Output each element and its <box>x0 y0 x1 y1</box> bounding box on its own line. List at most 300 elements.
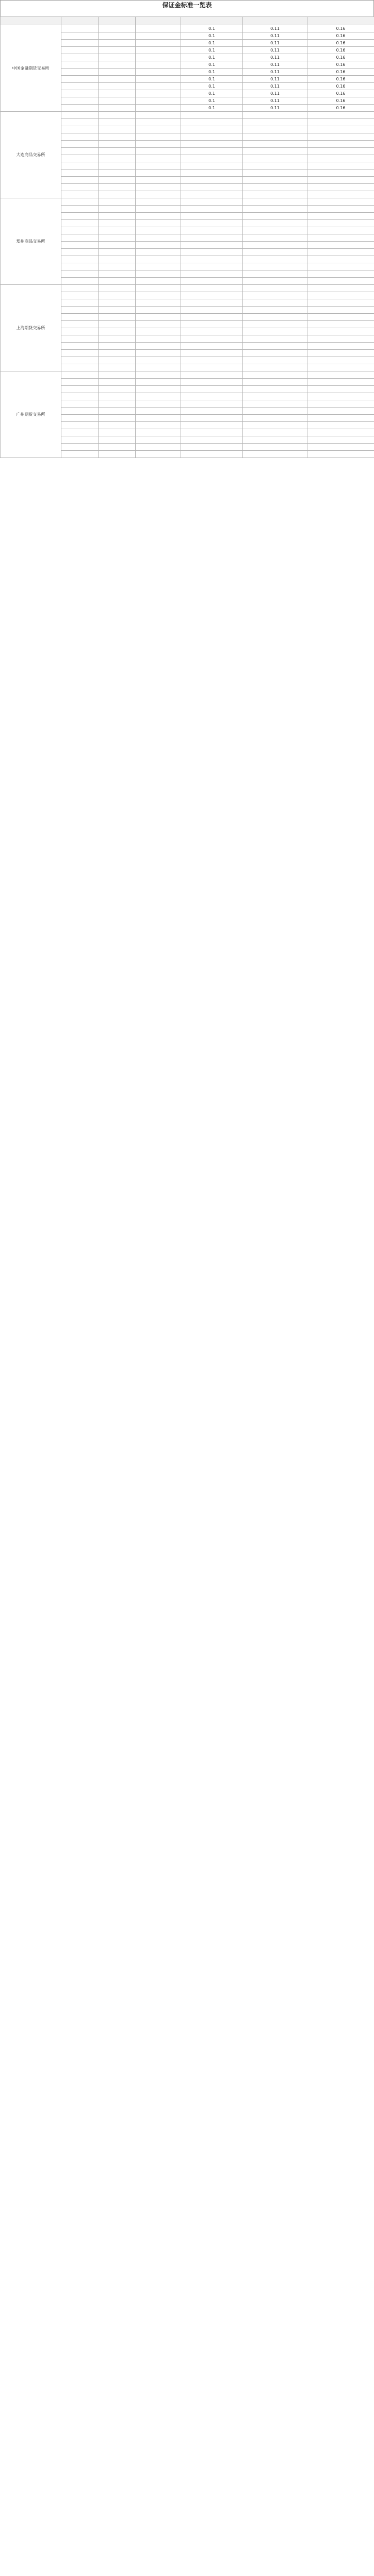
exchange-name-cell: 广州期货交易所 <box>1 371 61 458</box>
contract-cell <box>99 285 136 292</box>
variety-cell <box>61 299 99 307</box>
rate-3-cell <box>307 256 374 263</box>
rate-1-cell <box>181 386 243 393</box>
variety-cell <box>61 379 99 386</box>
rate-3-cell <box>307 119 374 126</box>
rate-1-cell <box>181 263 243 270</box>
price-cell <box>136 177 181 184</box>
variety-cell <box>61 321 99 328</box>
rate-1-cell <box>181 278 243 285</box>
rate-1-cell: 0.1 <box>181 25 243 32</box>
contract-cell <box>99 83 136 90</box>
variety-cell <box>61 242 99 249</box>
variety-cell <box>61 415 99 422</box>
variety-cell <box>61 40 99 47</box>
rate-3-cell <box>307 436 374 444</box>
price-cell <box>136 47 181 54</box>
margin-table <box>0 16 374 458</box>
variety-cell <box>61 263 99 270</box>
contract-cell <box>99 191 136 198</box>
variety-cell <box>61 191 99 198</box>
price-cell <box>136 206 181 213</box>
rate-3-cell <box>307 112 374 119</box>
rate-3-cell <box>307 292 374 299</box>
table-row <box>1 198 374 206</box>
price-cell <box>136 170 181 177</box>
rate-1-cell <box>181 148 243 155</box>
contract-cell <box>99 213 136 220</box>
rate-1-cell <box>181 371 243 379</box>
price-cell <box>136 292 181 299</box>
rate-3-cell <box>307 357 374 364</box>
contract-cell <box>99 227 136 234</box>
contract-cell <box>99 263 136 270</box>
contract-cell <box>99 371 136 379</box>
variety-cell <box>61 249 99 256</box>
price-cell <box>136 335 181 343</box>
contract-cell <box>99 350 136 357</box>
rate-2-cell <box>243 148 307 155</box>
variety-cell <box>61 155 99 162</box>
rate-3-cell <box>307 299 374 307</box>
contract-cell <box>99 364 136 371</box>
rate-1-cell <box>181 357 243 364</box>
variety-cell <box>61 83 99 90</box>
rate-1-cell: 0.1 <box>181 40 243 47</box>
variety-cell <box>61 162 99 170</box>
variety-cell <box>61 90 99 97</box>
contract-cell <box>99 170 136 177</box>
price-cell <box>136 386 181 393</box>
contract-cell <box>99 314 136 321</box>
rate-1-cell: 0.1 <box>181 105 243 112</box>
rate-2-cell <box>243 242 307 249</box>
variety-cell <box>61 54 99 61</box>
price-cell <box>136 119 181 126</box>
rate-3-cell: 0.16 <box>307 40 374 47</box>
rate-2-cell <box>243 357 307 364</box>
rate-2-cell <box>243 386 307 393</box>
rate-1-cell <box>181 429 243 436</box>
price-cell <box>136 126 181 133</box>
contract-cell <box>99 429 136 436</box>
rate-2-cell <box>243 249 307 256</box>
rate-3-cell <box>307 393 374 400</box>
rate-1-cell: 0.1 <box>181 76 243 83</box>
rate-1-cell <box>181 242 243 249</box>
variety-cell <box>61 307 99 314</box>
rate-3-cell <box>307 371 374 379</box>
rate-3-cell <box>307 364 374 371</box>
rate-1-cell <box>181 206 243 213</box>
variety-cell <box>61 357 99 364</box>
price-cell <box>136 54 181 61</box>
price-cell <box>136 278 181 285</box>
column-header-price <box>136 17 181 25</box>
rate-1-cell <box>181 436 243 444</box>
rate-2-cell <box>243 155 307 162</box>
variety-cell <box>61 198 99 206</box>
contract-cell <box>99 105 136 112</box>
contract-cell <box>99 436 136 444</box>
price-cell <box>136 436 181 444</box>
rate-2-cell <box>243 170 307 177</box>
price-cell <box>136 61 181 69</box>
rate-2-cell <box>243 415 307 422</box>
rate-2-cell <box>243 408 307 415</box>
rate-1-cell <box>181 422 243 429</box>
rate-1-cell <box>181 133 243 141</box>
price-cell <box>136 422 181 429</box>
price-cell <box>136 213 181 220</box>
table-row <box>1 112 374 119</box>
contract-cell <box>99 25 136 32</box>
price-cell <box>136 148 181 155</box>
variety-cell <box>61 350 99 357</box>
variety-cell <box>61 133 99 141</box>
contract-cell <box>99 292 136 299</box>
price-cell <box>136 133 181 141</box>
rate-2-cell <box>243 141 307 148</box>
rate-2-cell <box>243 307 307 314</box>
rate-3-cell <box>307 408 374 415</box>
rate-3-cell <box>307 422 374 429</box>
variety-cell <box>61 213 99 220</box>
rate-1-cell <box>181 343 243 350</box>
contract-cell <box>99 40 136 47</box>
rate-2-cell <box>243 350 307 357</box>
contract-cell <box>99 61 136 69</box>
rate-2-cell <box>243 206 307 213</box>
rate-3-cell <box>307 184 374 191</box>
rate-3-cell: 0.16 <box>307 32 374 40</box>
rate-3-cell <box>307 350 374 357</box>
price-cell <box>136 32 181 40</box>
table-header-row <box>1 17 374 25</box>
exchange-name-cell: 郑州商品交易所 <box>1 198 61 285</box>
contract-cell <box>99 256 136 263</box>
rate-1-cell <box>181 234 243 242</box>
rate-2-cell <box>243 335 307 343</box>
variety-cell <box>61 444 99 451</box>
rate-3-cell: 0.16 <box>307 97 374 105</box>
rate-3-cell <box>307 328 374 335</box>
contract-cell <box>99 335 136 343</box>
rate-3-cell: 0.16 <box>307 83 374 90</box>
rate-3-cell <box>307 126 374 133</box>
rate-3-cell <box>307 249 374 256</box>
rate-2-cell <box>243 321 307 328</box>
price-cell <box>136 364 181 371</box>
rate-3-cell <box>307 335 374 343</box>
document-title: 保证金标准一览表 <box>0 0 374 9</box>
rate-3-cell <box>307 451 374 458</box>
variety-cell <box>61 76 99 83</box>
rate-3-cell <box>307 400 374 408</box>
variety-cell <box>61 400 99 408</box>
rate-3-cell <box>307 198 374 206</box>
column-header-rate-3 <box>307 17 374 25</box>
price-cell <box>136 408 181 415</box>
price-cell <box>136 357 181 364</box>
rate-2-cell: 0.11 <box>243 90 307 97</box>
variety-cell <box>61 61 99 69</box>
rate-2-cell <box>243 292 307 299</box>
rate-3-cell <box>307 227 374 234</box>
rate-1-cell: 0.1 <box>181 47 243 54</box>
rate-3-cell <box>307 141 374 148</box>
price-cell <box>136 371 181 379</box>
rate-3-cell: 0.16 <box>307 61 374 69</box>
rate-3-cell <box>307 343 374 350</box>
rate-2-cell <box>243 436 307 444</box>
exchange-name-cell: 中国金融期货交易所 <box>1 25 61 112</box>
rate-3-cell <box>307 162 374 170</box>
contract-cell <box>99 141 136 148</box>
contract-cell <box>99 451 136 458</box>
price-cell <box>136 83 181 90</box>
document-subtitle <box>0 9 374 16</box>
rate-1-cell <box>181 408 243 415</box>
column-header-rate-1 <box>181 17 243 25</box>
rate-1-cell <box>181 335 243 343</box>
rate-2-cell: 0.11 <box>243 32 307 40</box>
rate-1-cell <box>181 162 243 170</box>
rate-2-cell <box>243 213 307 220</box>
contract-cell <box>99 32 136 40</box>
price-cell <box>136 227 181 234</box>
rate-3-cell <box>307 285 374 292</box>
rate-2-cell <box>243 278 307 285</box>
rate-2-cell <box>243 126 307 133</box>
contract-cell <box>99 148 136 155</box>
price-cell <box>136 184 181 191</box>
variety-cell <box>61 314 99 321</box>
rate-3-cell <box>307 415 374 422</box>
variety-cell <box>61 47 99 54</box>
rate-2-cell <box>243 429 307 436</box>
price-cell <box>136 220 181 227</box>
variety-cell <box>61 69 99 76</box>
contract-cell <box>99 90 136 97</box>
variety-cell <box>61 386 99 393</box>
contract-cell <box>99 270 136 278</box>
rate-2-cell: 0.11 <box>243 76 307 83</box>
variety-cell <box>61 436 99 444</box>
price-cell <box>136 321 181 328</box>
contract-cell <box>99 299 136 307</box>
contract-cell <box>99 119 136 126</box>
contract-cell <box>99 112 136 119</box>
rate-2-cell: 0.11 <box>243 105 307 112</box>
rate-1-cell <box>181 198 243 206</box>
variety-cell <box>61 25 99 32</box>
rate-1-cell: 0.1 <box>181 32 243 40</box>
rate-3-cell <box>307 177 374 184</box>
rate-2-cell <box>243 177 307 184</box>
rate-3-cell <box>307 386 374 393</box>
rate-2-cell <box>243 285 307 292</box>
variety-cell <box>61 408 99 415</box>
rate-2-cell <box>243 314 307 321</box>
rate-3-cell <box>307 263 374 270</box>
variety-cell <box>61 292 99 299</box>
price-cell <box>136 429 181 436</box>
contract-cell <box>99 357 136 364</box>
contract-cell <box>99 220 136 227</box>
rate-2-cell <box>243 227 307 234</box>
variety-cell <box>61 126 99 133</box>
rate-1-cell: 0.1 <box>181 54 243 61</box>
variety-cell <box>61 105 99 112</box>
contract-cell <box>99 379 136 386</box>
price-cell <box>136 314 181 321</box>
contract-cell <box>99 343 136 350</box>
contract-cell <box>99 198 136 206</box>
price-cell <box>136 191 181 198</box>
rate-1-cell <box>181 191 243 198</box>
rate-2-cell <box>243 328 307 335</box>
rate-2-cell: 0.11 <box>243 97 307 105</box>
rate-1-cell <box>181 350 243 357</box>
contract-cell <box>99 97 136 105</box>
rate-3-cell <box>307 379 374 386</box>
price-cell <box>136 69 181 76</box>
contract-cell <box>99 444 136 451</box>
rate-1-cell <box>181 415 243 422</box>
rate-2-cell <box>243 371 307 379</box>
variety-cell <box>61 278 99 285</box>
rate-2-cell <box>243 234 307 242</box>
price-cell <box>136 256 181 263</box>
price-cell <box>136 451 181 458</box>
contract-cell <box>99 177 136 184</box>
rate-1-cell <box>181 112 243 119</box>
rate-1-cell: 0.1 <box>181 90 243 97</box>
contract-cell <box>99 249 136 256</box>
variety-cell <box>61 177 99 184</box>
variety-cell <box>61 422 99 429</box>
rate-1-cell <box>181 393 243 400</box>
rate-3-cell <box>307 307 374 314</box>
rate-2-cell <box>243 184 307 191</box>
rate-1-cell <box>181 184 243 191</box>
rate-1-cell <box>181 220 243 227</box>
contract-cell <box>99 126 136 133</box>
price-cell <box>136 249 181 256</box>
contract-cell <box>99 328 136 335</box>
contract-cell <box>99 415 136 422</box>
rate-1-cell: 0.1 <box>181 61 243 69</box>
rate-3-cell <box>307 321 374 328</box>
rate-1-cell: 0.1 <box>181 69 243 76</box>
rate-3-cell <box>307 278 374 285</box>
price-cell <box>136 198 181 206</box>
rate-2-cell <box>243 451 307 458</box>
rate-3-cell: 0.16 <box>307 54 374 61</box>
contract-cell <box>99 242 136 249</box>
rate-2-cell: 0.11 <box>243 83 307 90</box>
rate-2-cell <box>243 119 307 126</box>
rate-1-cell <box>181 307 243 314</box>
contract-cell <box>99 278 136 285</box>
variety-cell <box>61 184 99 191</box>
table-row <box>1 285 374 292</box>
rate-2-cell <box>243 191 307 198</box>
contract-cell <box>99 54 136 61</box>
rate-1-cell <box>181 270 243 278</box>
rate-3-cell <box>307 270 374 278</box>
contract-cell <box>99 386 136 393</box>
variety-cell <box>61 220 99 227</box>
column-header-rate-2 <box>243 17 307 25</box>
rate-3-cell <box>307 213 374 220</box>
rate-1-cell <box>181 314 243 321</box>
column-header-contract <box>99 17 136 25</box>
rate-1-cell <box>181 328 243 335</box>
rate-2-cell <box>243 133 307 141</box>
rate-3-cell <box>307 170 374 177</box>
variety-cell <box>61 429 99 436</box>
price-cell <box>136 90 181 97</box>
contract-cell <box>99 155 136 162</box>
price-cell <box>136 141 181 148</box>
variety-cell <box>61 119 99 126</box>
price-cell <box>136 97 181 105</box>
rate-3-cell <box>307 234 374 242</box>
rate-2-cell <box>243 379 307 386</box>
contract-cell <box>99 184 136 191</box>
variety-cell <box>61 364 99 371</box>
rate-1-cell <box>181 249 243 256</box>
rate-3-cell: 0.16 <box>307 47 374 54</box>
rate-1-cell <box>181 227 243 234</box>
table-row <box>1 25 374 32</box>
rate-3-cell <box>307 191 374 198</box>
rate-3-cell <box>307 314 374 321</box>
price-cell <box>136 350 181 357</box>
rate-1-cell <box>181 126 243 133</box>
rate-1-cell <box>181 155 243 162</box>
variety-cell <box>61 148 99 155</box>
price-cell <box>136 307 181 314</box>
contract-cell <box>99 400 136 408</box>
price-cell <box>136 234 181 242</box>
contract-cell <box>99 393 136 400</box>
price-cell <box>136 40 181 47</box>
contract-cell <box>99 162 136 170</box>
rate-3-cell <box>307 242 374 249</box>
rate-1-cell <box>181 256 243 263</box>
variety-cell <box>61 227 99 234</box>
rate-2-cell: 0.11 <box>243 54 307 61</box>
variety-cell <box>61 256 99 263</box>
rate-2-cell <box>243 256 307 263</box>
rate-1-cell: 0.1 <box>181 83 243 90</box>
variety-cell <box>61 371 99 379</box>
rate-3-cell <box>307 444 374 451</box>
rate-3-cell: 0.16 <box>307 69 374 76</box>
rate-3-cell <box>307 155 374 162</box>
price-cell <box>136 263 181 270</box>
table-body <box>1 25 374 458</box>
variety-cell <box>61 97 99 105</box>
contract-cell <box>99 321 136 328</box>
rate-1-cell <box>181 119 243 126</box>
rate-3-cell: 0.16 <box>307 76 374 83</box>
rate-2-cell: 0.11 <box>243 61 307 69</box>
rate-3-cell <box>307 133 374 141</box>
